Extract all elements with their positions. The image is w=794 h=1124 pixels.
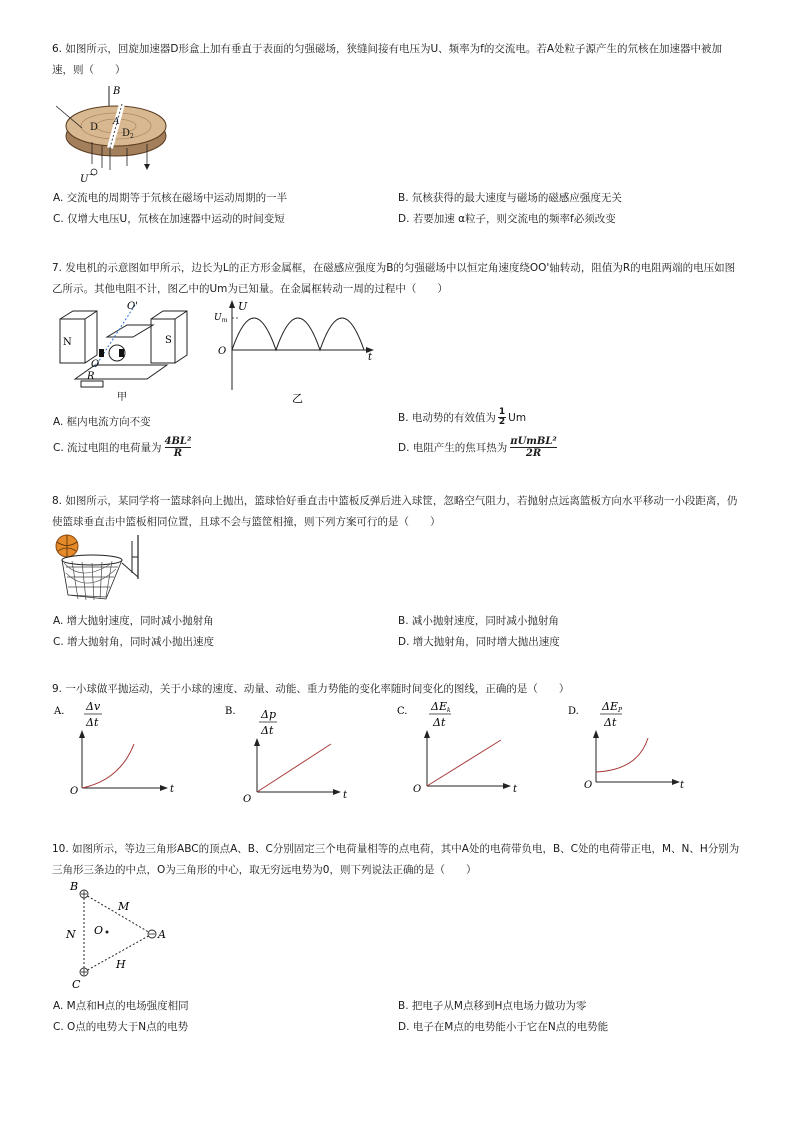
q10-option-b[interactable]: B. 把电子从M点移到H点电场力做功为零	[398, 1000, 587, 1012]
q6-label-b: B	[113, 86, 121, 97]
q7-label-jia: 甲	[117, 392, 127, 402]
q6-cyclotron-figure	[52, 84, 172, 184]
q7-axis-um-sub: m	[221, 317, 228, 324]
q8-option-b[interactable]: B. 减小抛射速度，同时减小抛射角	[398, 615, 559, 627]
q7-label-o-top: O'	[127, 301, 138, 312]
q7-option-d-prefix: D. 电阻产生的焦耳热为	[398, 442, 508, 454]
q9-graph-c[interactable]	[395, 698, 525, 798]
q7-option-c-den: R	[165, 447, 192, 459]
q6-label-u-sup: ~	[88, 170, 96, 179]
q10-stem: 10. 如图所示，等边三角形ABC的顶点A、B、C分别固定三个电荷量相等的点电荷，其中A处的电荷带负电，B、C处的电荷带正电，M、N、H分别为三角形三条边的中点，O为三角形的中心，取无穷远电势为0，则下列说法正确的是（ ）	[52, 843, 740, 876]
q9-graph-d-num-sub: P	[617, 707, 623, 714]
q9-graph-c-label: C.	[397, 706, 408, 717]
q7-generator-figure	[55, 297, 190, 402]
svg-text:U~	[80, 170, 95, 184]
q7-axis-t: t	[368, 352, 373, 363]
q6-label-d2-sub: 2	[130, 133, 134, 140]
q9-graph-b[interactable]	[223, 700, 353, 804]
q10-label-h: H	[116, 958, 126, 971]
q7-option-d-num: πUmBL²	[510, 436, 557, 447]
q9-graph-c-num: ΔE	[431, 700, 447, 713]
q10-option-a[interactable]: A. M点和H点的电场强度相同	[53, 1000, 189, 1012]
q10-label-o: O	[94, 924, 104, 937]
q7-option-b-den: 2	[498, 417, 506, 427]
q8-option-d[interactable]: D. 增大抛射角，同时增大抛出速度	[398, 636, 560, 648]
q9-graph-d-o: O	[584, 780, 593, 791]
q9-graph-c-num-sub: k	[446, 707, 451, 714]
q9-graph-b-den: Δt	[261, 724, 274, 737]
q6-label-d2: D	[122, 128, 131, 139]
q9-stem: 9. 一小球做平抛运动，关于小球的速度、动量、动能、重力势能的变化率随时间变化的图线，正确的是（ ）	[52, 683, 570, 695]
q8-option-a[interactable]: A. 增大抛射速度，同时减小抛射角	[53, 615, 214, 627]
q9-graph-d[interactable]	[566, 698, 696, 798]
q9-graph-d-label: D.	[568, 706, 579, 717]
q7-label-yi: 乙	[292, 392, 303, 405]
q6-option-b[interactable]: B. 氘核获得的最大速度与磁场的磁感应强度无关	[398, 192, 622, 204]
q7-label-r: R	[87, 371, 95, 382]
q10-triangle-figure	[58, 876, 188, 992]
q10-label-a: A	[158, 928, 166, 941]
q9-graph-c-t: t	[513, 784, 518, 795]
q7-axis-o: O	[218, 346, 227, 357]
q10-label-m: M	[118, 900, 130, 913]
q10-option-c[interactable]: C. O点的电势大于N点的电势	[53, 1021, 189, 1033]
q8-stem: 8. 如图所示，某同学将一篮球斜向上抛出，篮球恰好垂直击中篮板反弹后进入球筐，忽略空气阻力，若抛射点远离篮板方向水平移动一小段距离，仍使篮球垂直击中篮板相同位置，且球不会与篮筐相撞，则下列方案可行的是（ ）	[52, 495, 738, 528]
q10-label-b: B	[70, 880, 79, 893]
q7-option-b-num: 1	[498, 407, 506, 417]
q7-label-s: S	[165, 335, 172, 346]
q7-stem: 7. 发电机的示意图如甲所示，边长为L的正方形金属框，在磁感应强度为B的匀强磁场中以恒定角速度绕OO'轴转动，阻值为R的电阻两端的电压如图乙所示。其他电阻不计，图乙中的Um为已知量。在金属框转动一周的过程中（ ）	[52, 262, 736, 295]
q7-axis-u: U	[238, 300, 248, 313]
q7-option-b-prefix: B. 电动势的有效值为	[398, 412, 496, 424]
q7-option-d-den: 2R	[510, 447, 556, 459]
q9-graph-a[interactable]	[52, 698, 182, 798]
q9-graph-a-o: O	[70, 786, 79, 797]
q6-option-d[interactable]: D. 若要加速 α粒子，则交流电的频率f必须改变	[398, 213, 616, 225]
q10-label-n: N	[66, 928, 76, 941]
q7-option-d[interactable]	[398, 436, 557, 459]
q7-option-b-suffix: Um	[508, 411, 527, 424]
q8-option-c[interactable]: C. 增大抛射角，同时减小抛出速度	[53, 636, 215, 648]
q10-label-c: C	[72, 978, 81, 991]
q9-graph-a-den: Δt	[86, 716, 99, 729]
q9-graph-b-o: O	[243, 794, 252, 804]
q7-label-n: N	[63, 337, 72, 348]
q9-graph-b-t: t	[343, 790, 348, 801]
q6-label-u: U	[80, 174, 89, 184]
q6-label-a: A	[113, 117, 120, 127]
q7-voltage-graph	[210, 300, 380, 405]
q9-graph-d-t: t	[680, 780, 685, 791]
q9-graph-a-num: Δv	[86, 700, 101, 713]
q9-graph-b-label: B.	[225, 706, 236, 717]
q6-option-c[interactable]: C. 仅增大电压U，氘核在加速器中运动的时间变短	[53, 213, 285, 225]
q7-option-b[interactable]	[398, 408, 526, 427]
q7-option-c[interactable]	[53, 436, 191, 459]
q8-basketball-figure	[52, 533, 147, 609]
q9-graph-c-o: O	[413, 784, 422, 795]
q9-graph-c-den: Δt	[433, 716, 446, 729]
q9-graph-d-num: ΔE	[602, 700, 618, 713]
svg-text:ΔEk	[430, 700, 451, 714]
q7-axis-um: U	[214, 313, 222, 323]
svg-text:ΔEP	[601, 700, 623, 714]
q7-option-c-prefix: C. 流过电阻的电荷量为	[53, 442, 162, 454]
q7-label-o-bot: O	[91, 359, 100, 370]
q6-label-d1: D	[90, 122, 99, 133]
q9-graph-a-label: A.	[54, 706, 65, 717]
q9-graph-b-num: Δp	[261, 708, 276, 721]
q7-option-c-num: 4BL²	[164, 436, 192, 447]
svg-text:Um	[214, 313, 228, 324]
q9-graph-d-den: Δt	[604, 716, 617, 729]
q9-graph-a-t: t	[170, 784, 175, 795]
q7-option-a[interactable]: A. 框内电流方向不变	[53, 416, 151, 428]
q6-stem: 6. 如图所示，回旋加速器D形盒上加有垂直于表面的匀强磁场，狭缝间接有电压为U、频率为f的交流电。若A处粒子源产生的氘核在加速器中被加速，则（ ）	[52, 43, 723, 76]
q10-option-d[interactable]: D. 电子在M点的电势能小于它在N点的电势能	[398, 1021, 609, 1033]
q6-option-a[interactable]: A. 交流电的周期等于氘核在磁场中运动周期的一半	[53, 192, 288, 204]
